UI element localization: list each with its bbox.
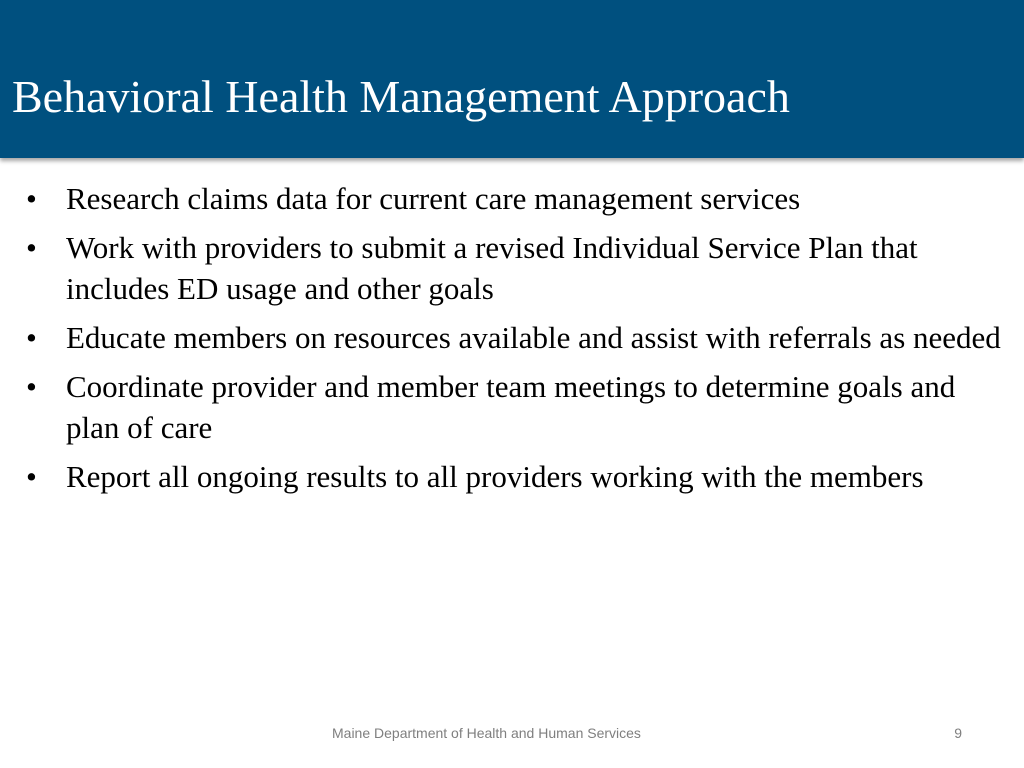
bullet-icon: • bbox=[26, 459, 37, 494]
bullet-text: Coordinate provider and member team meetings to determine goals and plan of care bbox=[66, 369, 956, 445]
bullet-item bbox=[26, 456, 1006, 497]
title-bar bbox=[0, 0, 1024, 158]
bullet-icon: • bbox=[26, 320, 37, 355]
footer-organization: Maine Department of Health and Human Services bbox=[332, 725, 641, 741]
bullet-item bbox=[26, 178, 1006, 219]
bullet-text: Educate members on resources available and assist with referrals as needed bbox=[66, 320, 1001, 355]
bullet-icon: • bbox=[26, 369, 37, 404]
bullet-list bbox=[26, 178, 1006, 505]
slide-title: Behavioral Health Management Approach bbox=[12, 71, 790, 122]
bullet-text: Work with providers to submit a revised Individual Service Plan that includes ED usage and other goals bbox=[66, 230, 918, 306]
bullet-item bbox=[26, 366, 1006, 448]
bullet-item bbox=[26, 227, 1006, 309]
page-number: 9 bbox=[954, 725, 962, 741]
slide-footer bbox=[0, 722, 1024, 744]
bullet-icon: • bbox=[26, 181, 37, 216]
bullet-text: Report all ongoing results to all providers working with the members bbox=[66, 459, 924, 494]
bullet-text: Research claims data for current care management services bbox=[66, 181, 801, 216]
bullet-item bbox=[26, 317, 1006, 358]
bullet-icon: • bbox=[26, 230, 37, 265]
